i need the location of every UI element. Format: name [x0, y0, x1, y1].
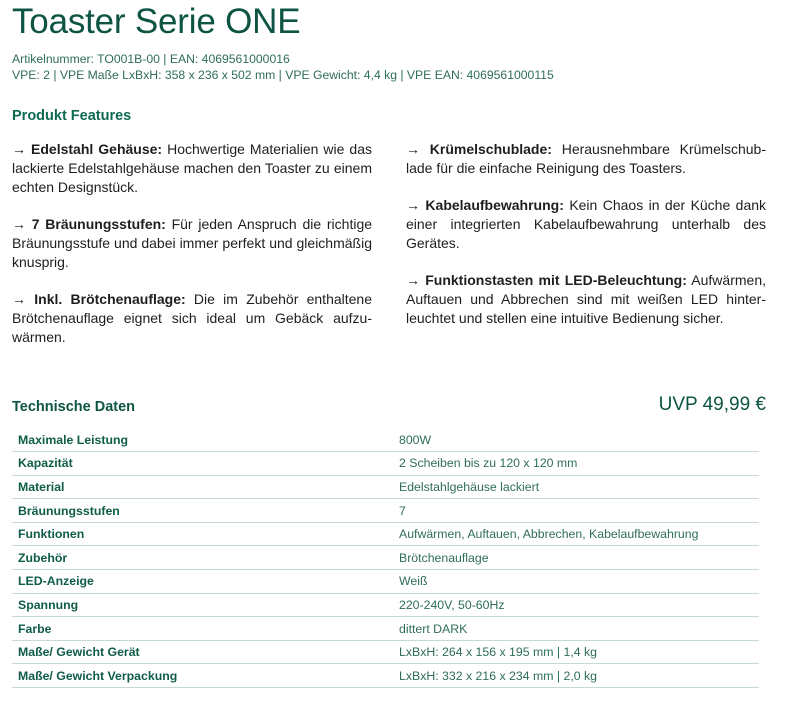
article-number-ean: Artikelnummer: TO001B-00 | EAN: 4069561000016	[12, 52, 290, 66]
spec-key: Maße/ Gewicht Gerät	[18, 645, 140, 660]
spec-row	[12, 640, 759, 664]
feature-label: Edelstahl Gehäuse:	[31, 141, 163, 157]
spec-value: 7	[399, 503, 406, 518]
feature-text: Herausnehmbare Krümelschublade für die einfache Reinigung des Toasters.	[406, 141, 767, 176]
features-column-right	[406, 140, 766, 346]
spec-value: LxBxH: 264 x 156 x 195 mm | 1,4 kg	[399, 645, 597, 660]
spec-value: 2 Scheiben bis zu 120 x 120 mm	[399, 456, 578, 471]
feature-item	[406, 271, 766, 328]
feature-label: Funktionstasten mit LED-Beleuchtung:	[425, 272, 687, 288]
arrow-right-icon: →	[12, 216, 26, 232]
spec-row	[12, 499, 759, 523]
spec-value: 800W	[399, 432, 432, 447]
feature-text: Die im Zubehör enthaltene Brötchenauflage eignet sich ideal um Gebäck aufzuwärmen.	[12, 291, 373, 345]
spec-key: LED-Anzeige	[18, 574, 94, 589]
feature-item	[12, 140, 372, 197]
packaging-info: VPE: 2 | VPE Maße LxBxH: 358 x 236 x 502 mm | VPE Gewicht: 4,4 kg | VPE EAN: 4069561000115	[12, 68, 554, 82]
feature-text: Für jeden Anspruch die richtige Bräunungsstufe und dabei immer perfekt und gleichmäßig knusprig.	[12, 216, 373, 270]
spec-row	[12, 570, 759, 594]
features-heading: Produkt Features	[12, 108, 132, 124]
spec-value: LxBxH: 332 x 216 x 234 mm | 2,0 kg	[399, 668, 597, 683]
spec-value: Edelstahlgehäuse lackiert	[399, 479, 540, 494]
feature-label: Inkl. Brötchenauflage:	[34, 291, 186, 307]
spec-key: Bräunungsstufen	[18, 503, 120, 518]
feature-item	[406, 140, 766, 178]
spec-value: Weiß	[399, 574, 428, 589]
spec-table	[12, 428, 759, 688]
spec-row	[12, 593, 759, 617]
retail-price: UVP 49,99 €	[658, 394, 766, 415]
spec-key: Spannung	[18, 597, 79, 612]
arrow-right-icon: →	[406, 197, 420, 213]
feature-text: Kein Chaos in der Küche dank einer integrierten Kabelaufbewahrung unterhalb des Gerätes.	[406, 197, 767, 251]
spec-value: Aufwärmen, Auftauen, Abbrechen, Kabelaufbewahrung	[399, 527, 699, 542]
arrow-right-icon: →	[406, 272, 420, 288]
feature-label: 7 Bräunungsstufen:	[31, 216, 166, 232]
arrow-right-icon: →	[12, 291, 26, 307]
spec-value: 220-240V, 50-60Hz	[399, 597, 505, 612]
spec-key: Funktionen	[18, 527, 85, 542]
feature-item	[12, 290, 372, 347]
feature-label: Kabelaufbewahrung:	[425, 197, 564, 213]
spec-row	[12, 546, 759, 570]
spec-key: Zubehör	[18, 550, 68, 565]
spec-key: Farbe	[18, 621, 52, 636]
spec-row	[12, 475, 759, 499]
feature-item	[406, 196, 766, 253]
spec-row	[12, 664, 759, 688]
feature-text: Hochwertige Materialien wie das lackierte Edelstahlgehäuse machen den Toaster zu einem echten Designstück.	[12, 141, 372, 195]
feature-text: Aufwärmen, Auftauen und Abbrechen sind mit weißen LED hinterleuchtet und stellen eine intuitive Bedienung sicher.	[406, 272, 766, 326]
spec-row	[12, 452, 759, 476]
spec-key: Maximale Leistung	[18, 432, 129, 447]
tech-data-heading: Technische Daten	[12, 399, 136, 415]
spec-key: Maße/ Gewicht Verpackung	[18, 668, 178, 683]
spec-key: Kapazität	[18, 456, 73, 471]
spec-row	[12, 617, 759, 641]
spec-row	[12, 522, 759, 546]
spec-row	[12, 428, 759, 452]
spec-value: dittert DARK	[399, 621, 468, 636]
features-column-left	[12, 140, 372, 365]
feature-item	[12, 215, 372, 272]
product-title: Toaster Serie ONE	[12, 2, 301, 41]
spec-value: Brötchenauflage	[399, 550, 489, 565]
feature-label: Krümelschublade:	[429, 141, 552, 157]
arrow-right-icon: →	[406, 141, 420, 157]
arrow-right-icon: →	[12, 141, 26, 157]
spec-key: Material	[18, 479, 65, 494]
